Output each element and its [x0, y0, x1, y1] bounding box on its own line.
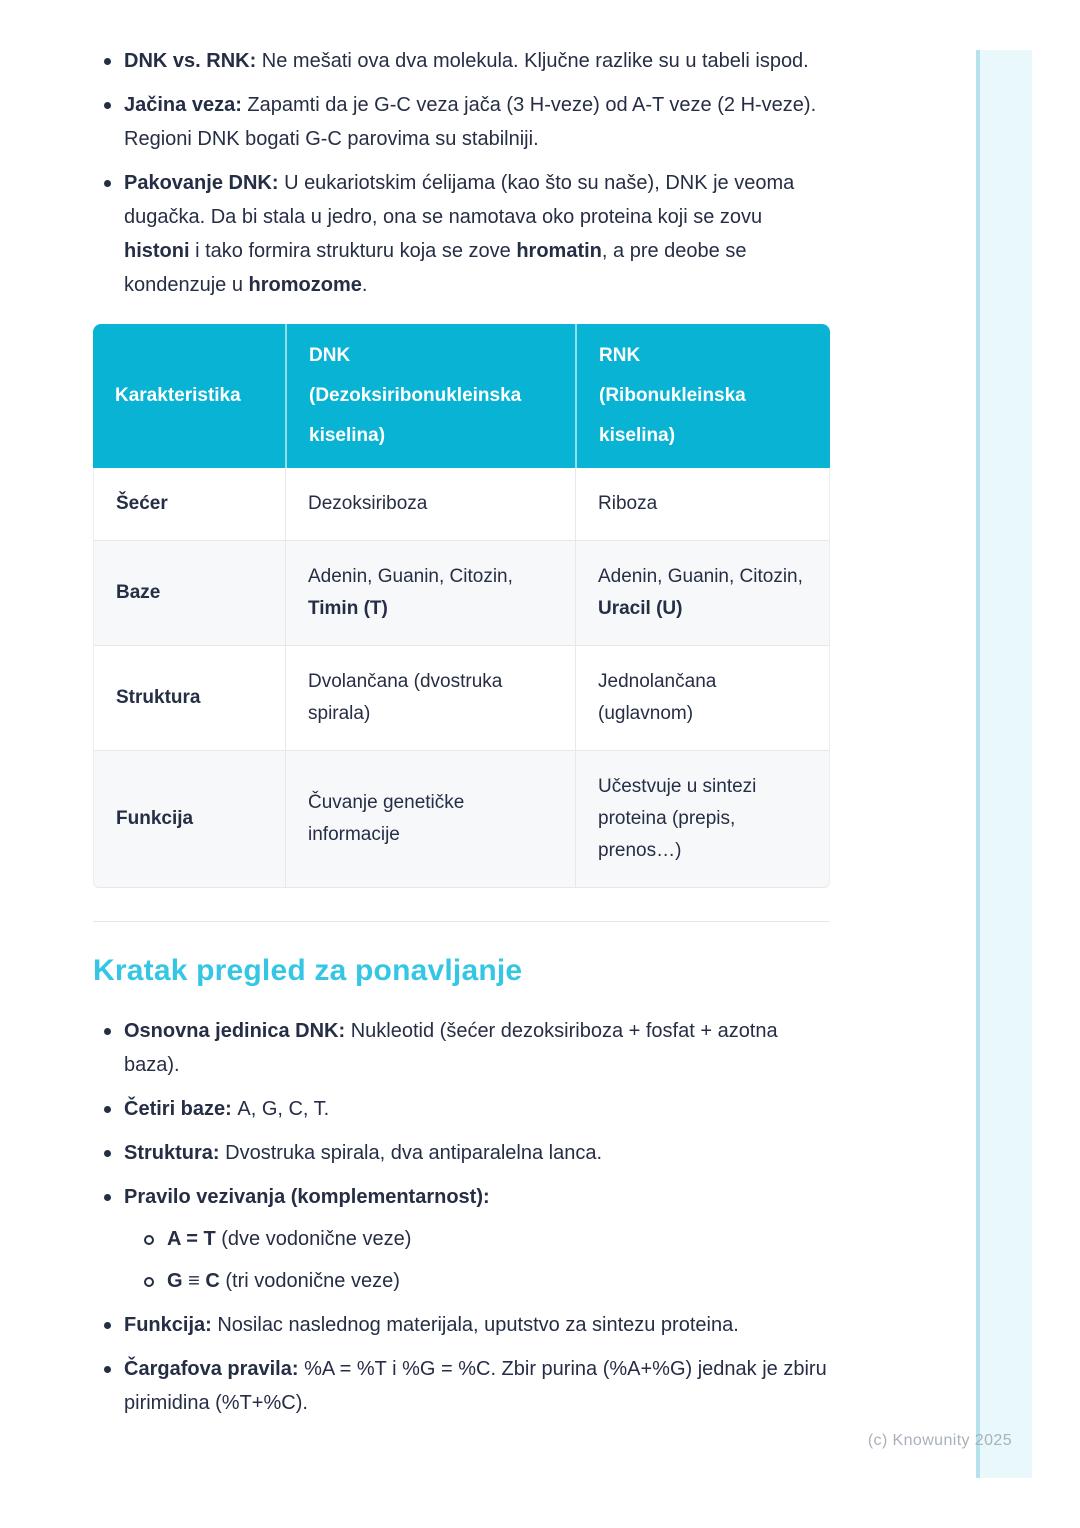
bold-text: Struktura: — [124, 1142, 226, 1164]
sub-list — [124, 1222, 830, 1298]
text: Nosilac naslednog materijala, uputstvo za sintezu proteina. — [217, 1314, 739, 1336]
bold-text: Timin (T) — [308, 598, 388, 619]
table-row — [93, 468, 830, 541]
table-header-cell: RNK (Ribonukleinska kiselina) — [575, 324, 830, 468]
list-item — [93, 1308, 830, 1342]
text: . — [361, 274, 368, 296]
table-row — [93, 751, 830, 888]
row-label-cell: Šećer — [93, 468, 285, 541]
table-cell — [575, 468, 830, 541]
table-row — [93, 541, 830, 646]
section-divider — [93, 921, 830, 922]
table-cell — [575, 541, 830, 646]
table-cell — [575, 646, 830, 751]
text: Adenin, Guanin, Citozin, — [308, 566, 513, 587]
row-label-cell: Funkcija — [93, 751, 285, 888]
text: , a pre deobe se kondenzuje u — [124, 240, 747, 296]
bold-text: Četiri baze: — [124, 1098, 238, 1120]
notes-list — [93, 44, 830, 302]
text: Jednolančana (uglavnom) — [598, 671, 717, 724]
text: Dezoksiriboza — [308, 493, 428, 514]
bold-text: Osnovna jedinica DNK: — [124, 1020, 351, 1042]
table-cell — [575, 751, 830, 888]
review-list — [93, 1014, 830, 1420]
text: A, G, C, T. — [237, 1098, 330, 1120]
text: Zapamti da je G-C veza jača (3 H-veze) od A-T veze (2 H-veze). Regioni DNK bogati G-C parovima su stabilniji. — [124, 94, 817, 150]
text: Adenin, Guanin, Citozin, — [598, 566, 803, 587]
table-cell — [285, 468, 575, 541]
bold-text: DNK vs. RNK: — [124, 50, 262, 72]
bold-text: hromatin — [516, 240, 602, 262]
table-cell — [285, 646, 575, 751]
section-heading: Kratak pregled za ponavljanje — [93, 954, 523, 987]
table-cell — [285, 541, 575, 646]
bold-text: histoni — [124, 240, 190, 262]
text: (dve vodonične veze) — [215, 1228, 412, 1250]
text: Dvolančana (dvostruka spirala) — [308, 671, 503, 724]
right-margin-strip — [976, 50, 1032, 1478]
list-item — [93, 1092, 830, 1126]
copyright-note: (c) Knowunity 2025 — [867, 1432, 1012, 1449]
list-item — [93, 1180, 830, 1298]
table-cell — [285, 751, 575, 888]
text: Riboza — [598, 493, 658, 514]
bold-text: Funkcija: — [124, 1314, 218, 1336]
bold-text: Čargafova pravila: — [124, 1358, 305, 1380]
sub-list-item — [134, 1264, 830, 1298]
row-label-cell: Struktura — [93, 646, 285, 751]
text: (tri vodonične veze) — [219, 1270, 400, 1292]
list-item — [93, 1136, 830, 1170]
dnk-rnk-comparison-table — [93, 324, 830, 888]
text: Čuvanje genetičke informacije — [308, 792, 465, 845]
text: i tako formira strukturu koja se zove — [189, 240, 517, 262]
bold-text: Uracil (U) — [598, 598, 683, 619]
table-body — [93, 468, 830, 888]
table-row — [93, 646, 830, 751]
table-header — [93, 324, 830, 468]
bold-text: Pakovanje DNK: — [124, 172, 285, 194]
table-header-cell: DNK (Dezoksiribonukleinska kiselina) — [285, 324, 575, 468]
text: Ne mešati ova dva molekula. Ključne razlike su u tabeli ispod. — [261, 50, 809, 72]
table-header-row — [93, 324, 830, 468]
text: Dvostruka spirala, dva antiparalelna lanca. — [225, 1142, 602, 1164]
row-label-cell: Baze — [93, 541, 285, 646]
sub-list-item — [134, 1222, 830, 1256]
list-item — [93, 44, 830, 78]
text: U eukariotskim ćelijama (kao što su naše), DNK je veoma dugačka. Da bi stala u jedro, ona se namotava oko proteina koji se zovu — [124, 172, 795, 228]
list-item — [93, 166, 830, 302]
list-item — [93, 88, 830, 156]
bold-text: A = T — [167, 1228, 216, 1250]
text: Učestvuje u sintezi proteina (prepis, prenos…) — [598, 776, 757, 861]
bold-text: hromozome — [248, 274, 362, 296]
bold-text: Pravilo vezivanja (komplementarnost): — [124, 1186, 490, 1208]
text: %A = %T i %G = %C. Zbir purina (%A+%G) jednak je zbiru pirimidina (%T+%C). — [124, 1358, 827, 1414]
bold-text: G ≡ C — [167, 1270, 220, 1292]
page-content — [93, 44, 830, 1430]
table-header-cell: Karakteristika — [93, 324, 285, 468]
list-item — [93, 1352, 830, 1420]
list-item — [93, 1014, 830, 1082]
bold-text: Jačina veza: — [124, 94, 248, 116]
text: Nukleotid (šećer dezoksiriboza + fosfat + azotna baza). — [124, 1020, 778, 1076]
